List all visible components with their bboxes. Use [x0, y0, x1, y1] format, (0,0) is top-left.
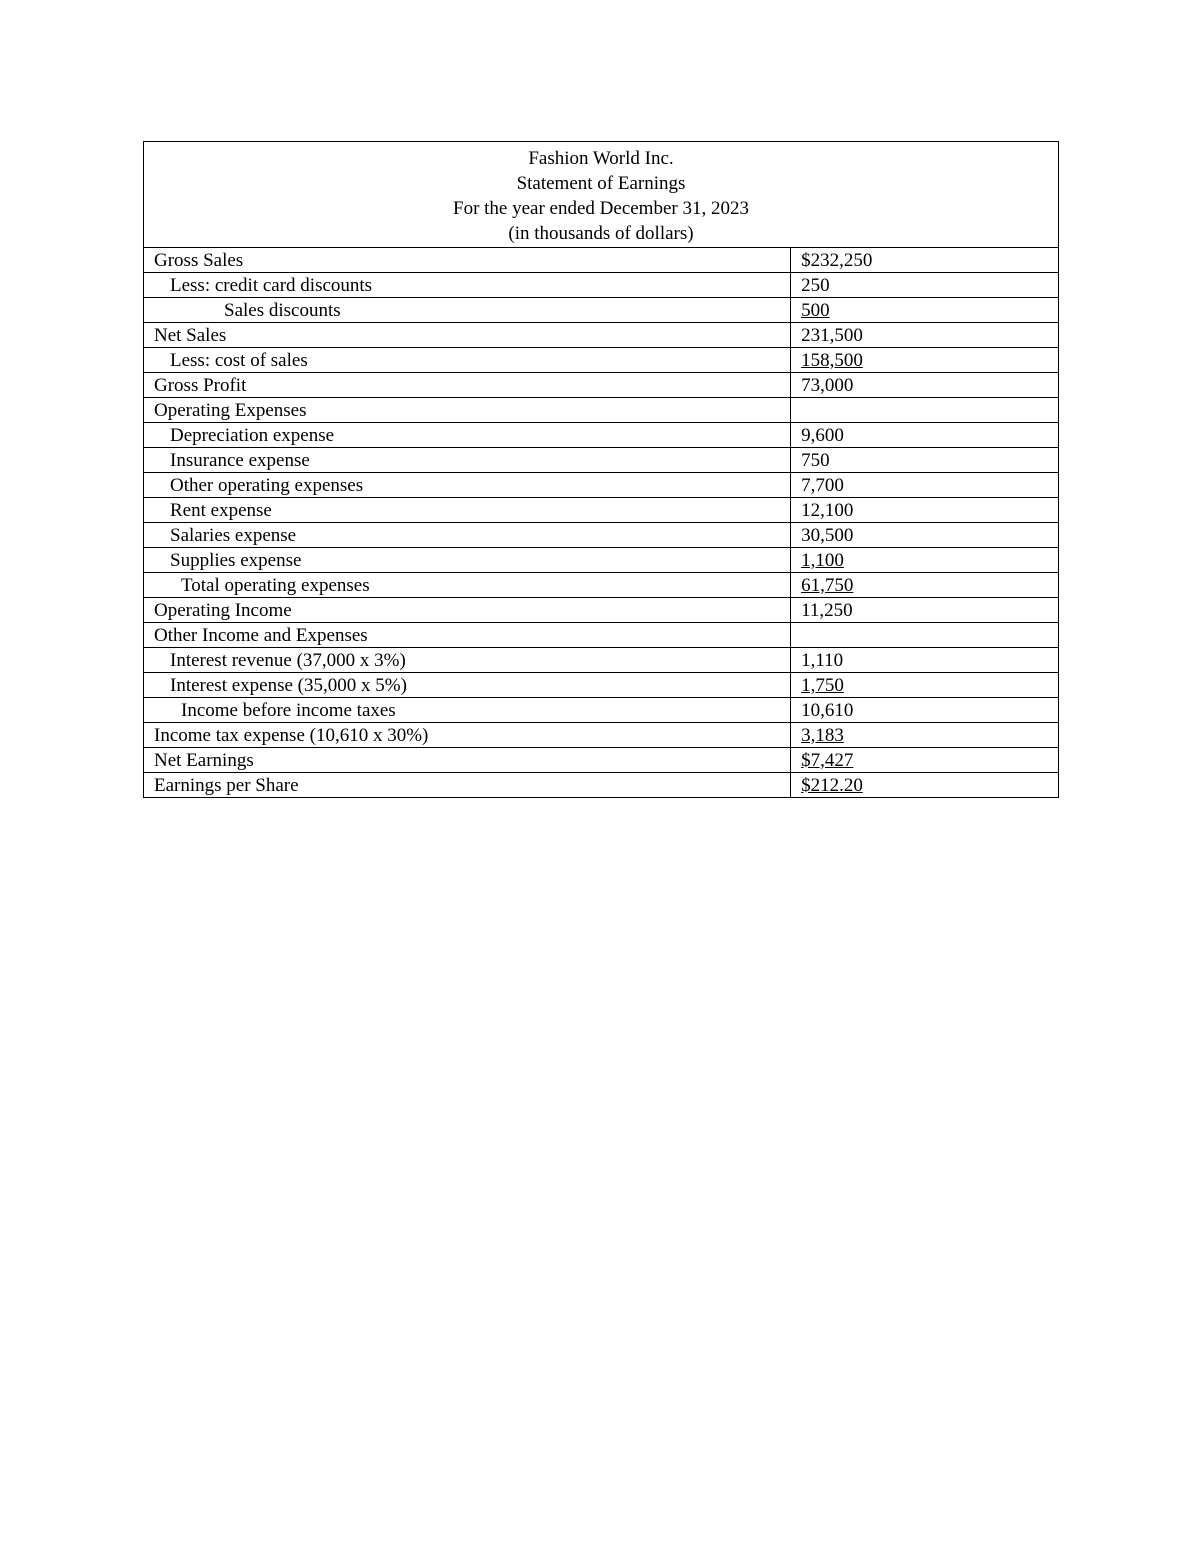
table-row	[144, 398, 1059, 423]
line-item-value-cell	[791, 598, 1059, 623]
line-item-label: Sales discounts	[144, 298, 791, 323]
line-item-label: Operating Income	[144, 598, 791, 623]
line-item-value: 1,750	[801, 674, 844, 696]
line-item-value-cell	[791, 298, 1059, 323]
line-item-value: 11,250	[801, 599, 853, 621]
table-row	[144, 323, 1059, 348]
statement-header	[144, 142, 1059, 248]
line-item-label: Other operating expenses	[144, 473, 791, 498]
line-item-value-cell	[791, 523, 1059, 548]
line-item-value: 30,500	[801, 524, 854, 546]
table-row	[144, 523, 1059, 548]
line-item-value: 250	[801, 274, 830, 296]
line-item-value: 73,000	[801, 374, 854, 396]
line-item-value-cell	[791, 398, 1059, 423]
line-item-label: Interest expense (35,000 x 5%)	[144, 673, 791, 698]
line-item-value-cell	[791, 348, 1059, 373]
table-row	[144, 548, 1059, 573]
line-item-value-cell	[791, 273, 1059, 298]
line-item-label: Income tax expense (10,610 x 30%)	[144, 723, 791, 748]
table-row	[144, 298, 1059, 323]
line-item-label: Total operating expenses	[144, 573, 791, 598]
line-item-label: Interest revenue (37,000 x 3%)	[144, 648, 791, 673]
table-row	[144, 423, 1059, 448]
line-item-value-cell	[791, 373, 1059, 398]
line-item-value: 500	[801, 299, 830, 321]
line-item-value-cell	[791, 773, 1059, 798]
line-item-label: Depreciation expense	[144, 423, 791, 448]
line-item-value: 158,500	[801, 349, 863, 371]
line-item-label: Gross Sales	[144, 248, 791, 273]
line-item-value: 61,750	[801, 574, 854, 596]
line-item-value: $7,427	[801, 749, 854, 771]
statement-units: (in thousands of dollars)	[508, 223, 694, 244]
table-row	[144, 748, 1059, 773]
table-row	[144, 773, 1059, 798]
line-item-value-cell	[791, 248, 1059, 273]
line-item-value: 7,700	[801, 474, 844, 496]
table-row	[144, 273, 1059, 298]
table-row	[144, 698, 1059, 723]
line-item-value-cell	[791, 473, 1059, 498]
line-item-value-cell	[791, 623, 1059, 648]
table-row	[144, 648, 1059, 673]
line-item-value: 9,600	[801, 424, 844, 446]
table-row	[144, 473, 1059, 498]
line-item-value: 1,110	[801, 649, 844, 671]
table-row	[144, 723, 1059, 748]
line-item-label: Rent expense	[144, 498, 791, 523]
line-item-label: Earnings per Share	[144, 773, 791, 798]
line-item-label: Income before income taxes	[144, 698, 791, 723]
line-item-label: Net Sales	[144, 323, 791, 348]
line-item-value-cell	[791, 423, 1059, 448]
line-item-value-cell	[791, 698, 1059, 723]
company-name: Fashion World Inc.	[528, 148, 674, 169]
statement-header-row	[144, 142, 1059, 248]
table-row	[144, 348, 1059, 373]
statement-body	[144, 142, 1059, 798]
table-row	[144, 448, 1059, 473]
line-item-value: $232,250	[801, 249, 873, 271]
line-item-value: 12,100	[801, 499, 854, 521]
line-item-value-cell	[791, 498, 1059, 523]
line-item-label: Other Income and Expenses	[144, 623, 791, 648]
statement-period: For the year ended December 31, 2023	[453, 198, 749, 219]
line-item-value: 1,100	[801, 549, 844, 571]
line-item-value-cell	[791, 648, 1059, 673]
line-item-value-cell	[791, 448, 1059, 473]
line-item-value: 3,183	[801, 724, 844, 746]
line-item-value-cell	[791, 673, 1059, 698]
table-row	[144, 373, 1059, 398]
line-item-value-cell	[791, 573, 1059, 598]
line-item-value-cell	[791, 323, 1059, 348]
table-row	[144, 573, 1059, 598]
table-row	[144, 498, 1059, 523]
table-row	[144, 673, 1059, 698]
line-item-value: 10,610	[801, 699, 854, 721]
line-item-label: Net Earnings	[144, 748, 791, 773]
line-item-label: Gross Profit	[144, 373, 791, 398]
line-item-value: 231,500	[801, 324, 863, 346]
line-item-value-cell	[791, 748, 1059, 773]
table-row	[144, 598, 1059, 623]
line-item-value: 750	[801, 449, 830, 471]
line-item-label: Insurance expense	[144, 448, 791, 473]
line-item-label: Salaries expense	[144, 523, 791, 548]
line-item-label: Supplies expense	[144, 548, 791, 573]
line-item-label: Less: credit card discounts	[144, 273, 791, 298]
table-row	[144, 623, 1059, 648]
statement-title: Statement of Earnings	[516, 173, 686, 194]
line-item-value-cell	[791, 723, 1059, 748]
table-row	[144, 248, 1059, 273]
line-item-value: $212.20	[801, 774, 863, 796]
earnings-statement-table	[143, 141, 1059, 798]
line-item-label: Less: cost of sales	[144, 348, 791, 373]
line-item-value-cell	[791, 548, 1059, 573]
line-item-label: Operating Expenses	[144, 398, 791, 423]
